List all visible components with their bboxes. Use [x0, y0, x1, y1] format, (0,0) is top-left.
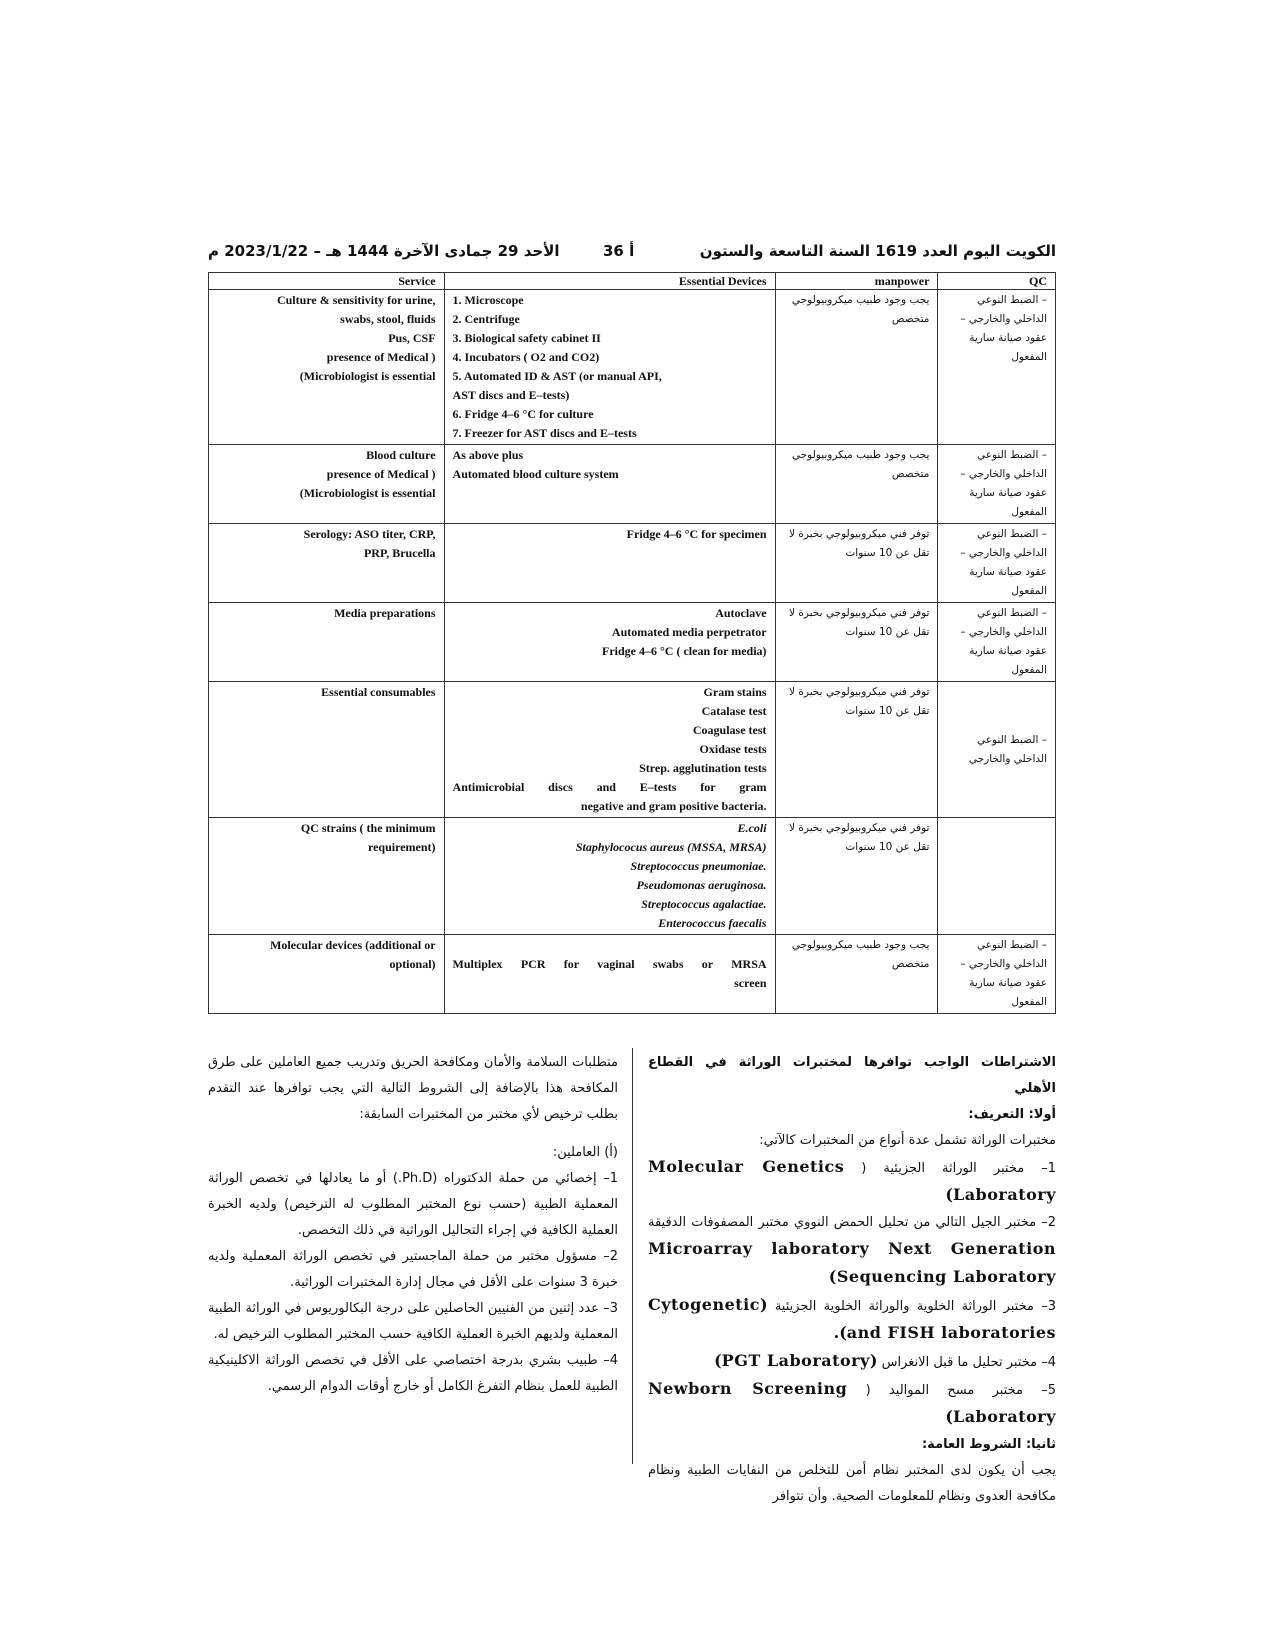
service-line: Molecular devices (additional or — [270, 938, 436, 952]
table-header-row — [209, 273, 1056, 290]
service-line: swabs, stool, fluids — [340, 312, 436, 326]
left-column — [208, 1050, 618, 1400]
manpower-cell: توفر فني ميكروبيولوجي بخبرة لا تقل عن 10 سنوات — [775, 818, 938, 935]
service-line: (Microbiologist is essential — [299, 369, 436, 383]
general-text: يجب أن يكون لدى المختبر نظام أمن للتخلص من النفايات الطبية ونظام مكافحة العدوى ونظام للمعلومات الصحية. وأن تتوافر — [648, 1463, 1056, 1504]
page-header — [208, 236, 1056, 266]
device-line: 2. Centrifuge — [452, 312, 520, 326]
lab-type-en: Molecular Genetics Laboratory) — [648, 1157, 1056, 1204]
header-qc: QC — [938, 273, 1056, 290]
device-line: E.coli — [737, 821, 767, 835]
worker-item: 2– مسؤول مختبر من حملة الماجستير في تخصص الوراثة المعملية ولديه خبرة 3 سنوات على الأقل في مجال إدارة المختبرات الوراثية. — [208, 1249, 618, 1290]
workers-heading: (أ) العاملين: — [552, 1145, 618, 1160]
devices-cell — [444, 524, 775, 603]
device-line: 3. Biological safety cabinet II — [452, 331, 601, 345]
table-row — [209, 445, 1056, 524]
service-line: Essential consumables — [321, 685, 436, 699]
table-row — [209, 290, 1056, 445]
worker-item: 4– طبيب بشري بدرجة اختصاصي على الأقل في تخصص الوراثة الاكلينيكية الطبية للعمل بنظام التفرغ الكامل أو خارج أوقات الدوام الرسمي. — [208, 1353, 618, 1394]
device-line: negative and gram positive bacteria. — [580, 799, 767, 813]
table-row — [209, 603, 1056, 682]
device-line: AST discs and E–tests) — [452, 388, 570, 402]
header-devices: Essential Devices — [444, 273, 775, 290]
manpower-cell: يجب وجود طبيب ميكروبيولوجي متخصص — [775, 445, 938, 524]
lab-type-item — [648, 1292, 1056, 1348]
manpower-cell: يجب وجود طبيب ميكروبيولوجي متخصص — [775, 290, 938, 445]
lab-type-ar: 5– مختبر مسح المواليد ( — [865, 1383, 1056, 1398]
table-row — [209, 524, 1056, 603]
device-line: Fridge 4–6 °C ( clean for media) — [602, 644, 767, 658]
service-line: QC strains ( the minimum — [300, 821, 436, 835]
device-line: Fridge 4–6 °C for specimen — [626, 527, 767, 541]
table-row — [209, 682, 1056, 818]
device-line: 5. Automated ID & AST (or manual API, — [452, 369, 662, 383]
lab-type-en: Microarray laboratory Next Generation Sequencing Laboratory) — [648, 1239, 1056, 1286]
device-line: Staphylococus aureus (MSSA, MRSA) — [575, 840, 767, 854]
manpower-cell: توفر فني ميكروبيولوجي بخبرة لا تقل عن 10 سنوات — [775, 682, 938, 818]
device-line: 6. Fridge 4–6 °C for culture — [452, 407, 594, 421]
service-line: Culture & sensitivity for urine, — [276, 293, 436, 307]
service-cell — [209, 935, 445, 1014]
device-line: Catalase test — [701, 704, 767, 718]
device-line: Automated blood culture system — [452, 467, 619, 481]
device-line: Autoclave — [715, 606, 767, 620]
lab-type-ar: 3– مختبر الوراثة الخلوية والوراثة الخلوية الجزيئية — [774, 1299, 1056, 1314]
device-line: Automated media perpetrator — [611, 625, 767, 639]
header-manpower: manpower — [775, 273, 938, 290]
device-line: 7. Freezer for AST discs and E–tests — [452, 426, 637, 440]
devices-cell — [444, 818, 775, 935]
lab-type-ar: 1– مختبر الوراثة الجزيئية ( — [861, 1161, 1057, 1176]
service-line: presence of Medical ) — [326, 467, 436, 481]
intro-text: مختبرات الوراثة تشمل عدة أنواع من المختبرات كالآتي: — [759, 1133, 1056, 1148]
lab-type-en: (Cytogenetic and FISH laboratories). — [648, 1295, 1056, 1342]
table-row — [209, 818, 1056, 935]
lab-type-ar: 2– مختبر الجيل التالي من تحليل الحمض النووي مختبر المصفوفات الدقيقة — [648, 1215, 1056, 1230]
device-line: 1. Microscope — [452, 293, 524, 307]
device-line: Streptococcus agalactiae. — [641, 897, 767, 911]
service-line: presence of Medical ) — [326, 350, 436, 364]
qc-cell — [938, 818, 1056, 935]
service-line: optional) — [389, 957, 436, 971]
device-line: Coagulase test — [692, 723, 767, 737]
device-line: Gram stains — [703, 685, 767, 699]
worker-item: 1– إخصائي من حملة الدكتوراه (Ph.D.) أو ما يعادلها في تخصص الوراثة المعملية الطبية (حسب نوع المختبر المطلوب له الترخيص) ولديه الخبرة العملية الكافية في إجراء التحاليل الوراثية في ذلك التخصص. — [208, 1171, 618, 1238]
column-divider — [632, 1048, 633, 1464]
general-heading: ثانيا: الشروط العامة: — [921, 1437, 1056, 1452]
left-intro: متطلبات السلامة والأمان ومكافحة الحريق وتدريب جميع العاملين على طرق المكافحة هذا بالإضافة إلى الشروط التالية التي يجب توافرها عند التقدم بطلب ترخيص لأي مختبر من المختبرات السابقة: — [208, 1055, 618, 1122]
device-line: Strep. agglutination tests — [639, 761, 767, 775]
header-publication: الكويت اليوم العدد 1619 السنة التاسعة والستون — [699, 242, 1056, 260]
service-line: Media preparations — [334, 606, 436, 620]
worker-item: 3– عدد إثنين من الفنيين الحاصلين على درجة البكالوريوس في الوراثة الطبية المعملية ولديهم الخبرة العملية الكافية حسب المختبر المطلوب الترخيص له. — [208, 1301, 618, 1342]
lab-type-item — [648, 1348, 1056, 1376]
lab-type-en: (PGT Laboratory) — [714, 1351, 878, 1370]
section-title: الاشتراطات الواجب توافرها لمختبرات الوراثة في القطاع الأهلي — [648, 1055, 1056, 1096]
definition-heading: أولا: التعريف: — [968, 1107, 1056, 1122]
devices-cell — [444, 445, 775, 524]
service-line: PRP, Brucella — [363, 546, 436, 560]
service-cell — [209, 818, 445, 935]
device-line: screen — [734, 976, 767, 990]
table-row — [209, 935, 1056, 1014]
manpower-cell: توفر فني ميكروبيولوجي بخبرة لا تقل عن 10 سنوات — [775, 524, 938, 603]
service-line: Pus, CSF — [388, 331, 436, 345]
qc-cell: – الضبط النوعي الداخلي والخارجي – عقود صيانة سارية المفعول — [938, 524, 1056, 603]
lab-type-ar: 4– مختبر تحليل ما قبل الانغراس — [881, 1355, 1056, 1370]
service-cell — [209, 445, 445, 524]
service-line: (Microbiologist is essential — [299, 486, 436, 500]
devices-cell — [444, 290, 775, 445]
qc-cell: – الضبط النوعي الداخلي والخارجي – عقود صيانة سارية المفعول — [938, 603, 1056, 682]
qc-cell: – الضبط النوعي الداخلي والخارجي – عقود صيانة سارية المفعول — [938, 935, 1056, 1014]
devices-cell — [444, 603, 775, 682]
lab-type-item — [648, 1376, 1056, 1432]
manpower-cell: توفر فني ميكروبيولوجي بخبرة لا تقل عن 10 سنوات — [775, 603, 938, 682]
device-line: Antimicrobial discs and E–tests for gram — [452, 780, 767, 794]
service-cell — [209, 524, 445, 603]
device-line: Streptococcus pneumoniae. — [630, 859, 767, 873]
lab-type-en: Newborn Screening Laboratory) — [648, 1379, 1056, 1426]
device-line: Pseudomonas aeruginosa. — [636, 878, 767, 892]
service-line: requirement) — [367, 840, 436, 854]
qc-cell: – الضبط النوعي الداخلي والخارجي – عقود صيانة سارية المفعول — [938, 290, 1056, 445]
devices-cell — [444, 682, 775, 818]
devices-cell — [444, 935, 775, 1014]
device-line: As above plus — [452, 448, 524, 462]
qc-cell: – الضبط النوعي الداخلي والخارجي – عقود صيانة سارية المفعول — [938, 445, 1056, 524]
microbiology-requirements-table — [208, 272, 1056, 1014]
device-line: 4. Incubators ( O2 and CO2) — [452, 350, 600, 364]
header-service: Service — [209, 273, 445, 290]
service-cell — [209, 290, 445, 445]
device-line: Multiplex PCR for vaginal swabs or MRSA — [452, 957, 767, 971]
manpower-cell: يجب وجود طبيب ميكروبيولوجي متخصص — [775, 935, 938, 1014]
service-line: Blood culture — [366, 448, 436, 462]
qc-cell: – الضبط النوعي الداخلي والخارجي — [938, 682, 1056, 818]
service-cell — [209, 603, 445, 682]
lab-type-item — [648, 1154, 1056, 1210]
header-page-number: أ 36 — [603, 242, 635, 260]
device-line: Enterococcus faecalis — [658, 916, 767, 930]
service-line: Serology: ASO titer, CRP, — [303, 527, 436, 541]
device-line: Oxidase tests — [699, 742, 767, 756]
header-date: الأحد 29 جمادى الآخرة 1444 هـ – 2023/1/22 م — [208, 242, 560, 260]
right-column — [648, 1050, 1056, 1510]
service-cell — [209, 682, 445, 818]
lab-type-item — [648, 1210, 1056, 1292]
